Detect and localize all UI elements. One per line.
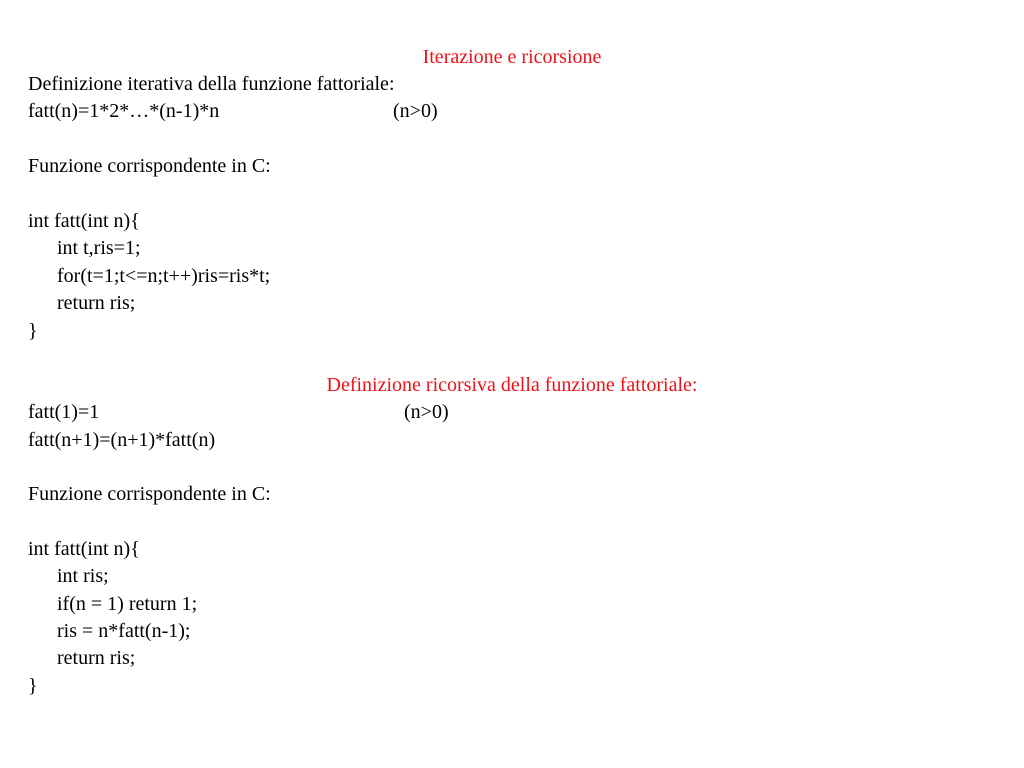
iterative-code-line: for(t=1;t<=n;t++)ris=ris*t; — [57, 265, 271, 287]
recursive-heading: Definizione ricorsiva della funzione fattoriale: — [326, 374, 698, 396]
iterative-heading: Definizione iterativa della funzione fattoriale: — [28, 73, 395, 95]
iterative-code-line: int fatt(int n){ — [28, 210, 140, 232]
iterative-code-line: return ris; — [57, 292, 136, 314]
iterative-code-line: int t,ris=1; — [57, 237, 141, 259]
recursive-code-line: if(n = 1) return 1; — [57, 593, 198, 615]
recursive-code-line: int fatt(int n){ — [28, 538, 140, 560]
recursive-code-line: int ris; — [57, 565, 109, 587]
iterative-c-label: Funzione corrispondente in C: — [28, 155, 271, 177]
recursive-condition: (n>0) — [404, 401, 449, 423]
page-title: Iterazione e ricorsione — [422, 46, 602, 68]
iterative-formula: fatt(n)=1*2*…*(n-1)*n — [28, 100, 220, 122]
recursive-code-line: ris = n*fatt(n-1); — [57, 620, 191, 642]
iterative-condition: (n>0) — [393, 100, 438, 122]
recursive-code-line: return ris; — [57, 647, 136, 669]
recursive-c-label: Funzione corrispondente in C: — [28, 483, 271, 505]
recursive-formula-base: fatt(1)=1 — [28, 401, 100, 423]
recursive-formula-step: fatt(n+1)=(n+1)*fatt(n) — [28, 429, 216, 451]
iterative-code-line: } — [28, 320, 38, 342]
recursive-code-line: } — [28, 675, 38, 697]
